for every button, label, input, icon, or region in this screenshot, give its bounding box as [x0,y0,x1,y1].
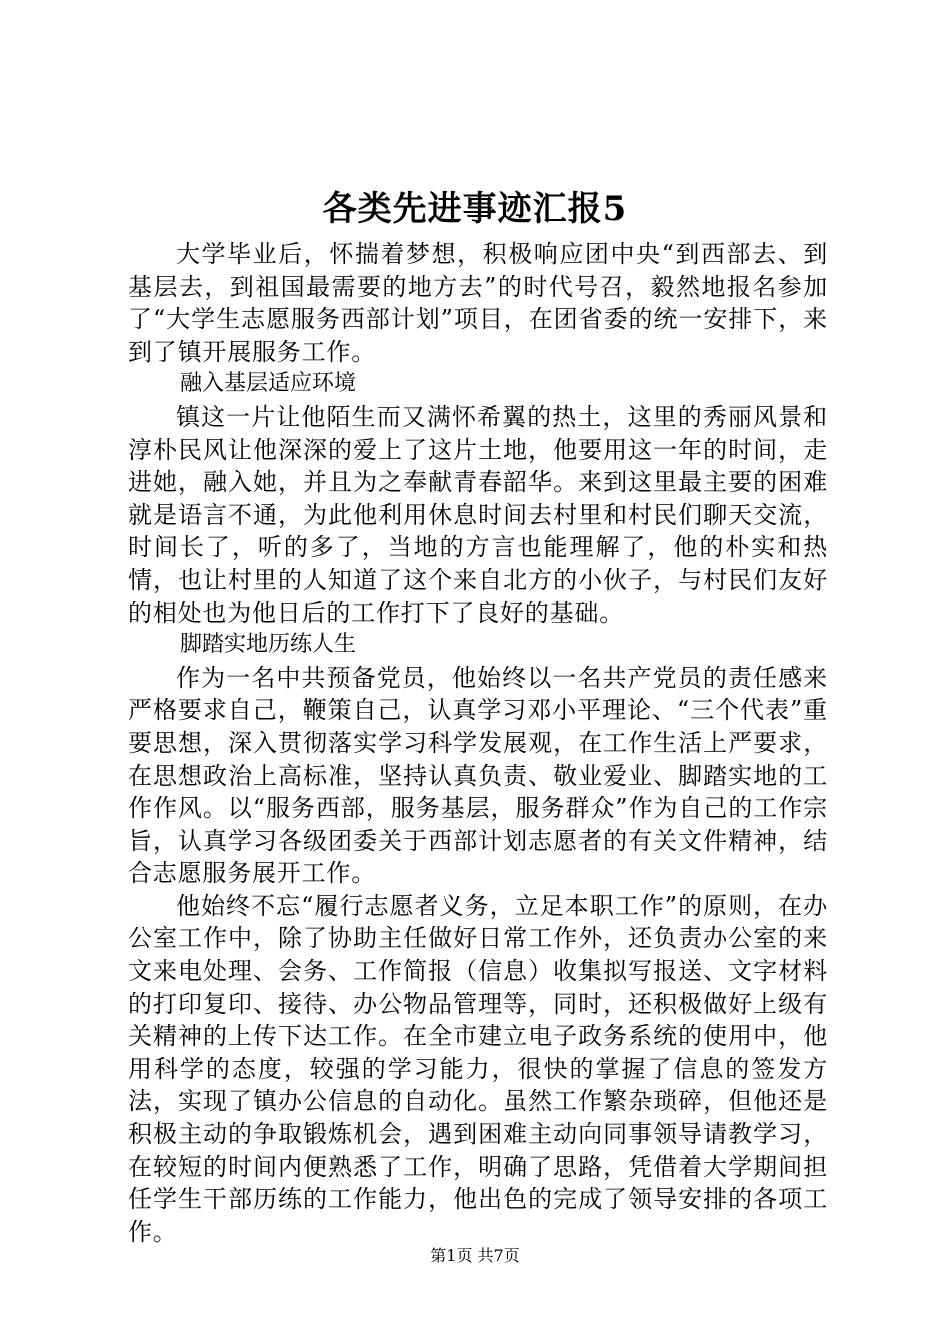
section-heading-practice: 脚踏实地历练人生 [180,632,357,658]
document-title: 各类先进事迹汇报5 [322,189,628,229]
page-footer: 第1页 共7页 [430,1246,520,1265]
paragraph-adapt: 镇这一片让他陌生而又满怀希翼的热土，这里的秀丽风景和淳朴民风让他深深的爱上了这片土地，他要用这一年的时间，走进她，融入她，并且为之奉献青春韶华。来到这里最主要的困难就是语言不通，为此他利用休息时间去村里和村民们聊天交流，时间长了，听的多了，当地的方言也能理解了，他的朴实和热情，也让村里的人知道了这个来自北方的小伙子，与村民们友好的相处也为他日后的工作打下了良好的基础。 [128,402,828,627]
paragraph-practice: 作为一名中共预备党员，他始终以一名共产党员的责任感来严格要求自己，鞭策自己，认真学习邓小平理论、“三个代表”重要思想，深入贯彻落实学习科学发展观，在工作生活上严要求，在思想政治上高标准，坚持认真负责、敬业爱业、脚踏实地的工作作风。以“服务西部，服务基层，服务群众”作为自己的工作宗旨，认真学习各级团委关于西部计划志愿者的有关文件精神，结合志愿服务展开工作。 [128,663,828,888]
section-heading-adapt: 融入基层适应环境 [180,371,357,397]
paragraph-office-work: 他始终不忘“履行志愿者义务，立足本职工作”的原则，在办公室工作中，除了协助主任做好日常工作外，还负责办公室的来文来电处理、会务、工作简报（信息）收集拟写报送、文字材料的打印复印、接待、办公物品管理等，同时，还积极做好上级有关精神的上传下达工作。在全市建立电子政务系统的使用中，他用科学的态度，较强的学习能力，很快的掌握了信息的签发方法，实现了镇办公信息的自动化。虽然工作繁杂琐碎，但他还是积极主动的争取锻炼机会，遇到困难主动向同事领导请教学习，在较短的时间内便熟悉了工作，明确了思路，凭借着大学期间担任学生干部历练的工作能力，他出色的完成了领导安排的各项工作。 [128,891,828,1246]
document-body [128,238,828,1248]
paragraph-intro: 大学毕业后，怀揣着梦想，积极响应团中央“到西部去、到基层去，到祖国最需要的地方去”的时代号召，毅然地报名参加了“大学生志愿服务西部计划”项目，在团省委的统一安排下，来到了镇开展服务工作。 [128,240,828,366]
